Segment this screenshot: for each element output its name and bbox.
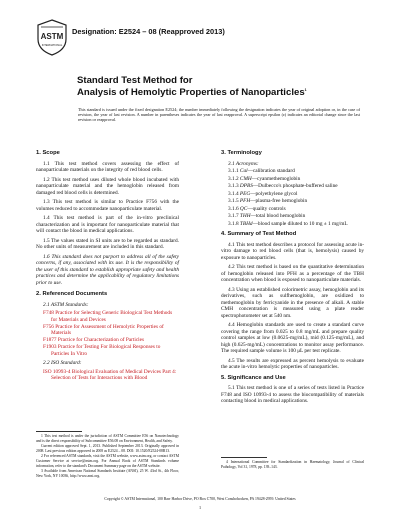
ref-item[interactable]: F1877 Practice for Characterization of Particles xyxy=(43,337,145,343)
paragraph-1-5: 1.5 The values stated in SI units are to be regarded as standard. No other units of measurement are included in this standard. xyxy=(36,237,179,250)
paragraph-4-3: 4.3 Using an established colorimetric assay, hemoglobin and its derivatives, such as sulfhemoglobin, are oxidized to methemoglobin by ferricyanide in the presence of alkali. A stable CMH concentration is measured using a plate reader spectrophotometer set at 540 nm. xyxy=(221,286,364,319)
paragraph-1-4: 1.4 This test method is part of the in-vitro preclinical characterization and is important for nanoparticulate material that will contact the blood in medical applications. xyxy=(36,215,179,234)
page-number: 1 xyxy=(198,505,202,510)
footnotes-left xyxy=(36,434,179,479)
section-refs-heading: 2. Referenced Documents xyxy=(36,291,108,297)
footnote: 4 International Committee for Standardization in Haematology, Journal of Clinical Pathology, Vol 31, 1978, pp. 139–143. xyxy=(221,460,364,469)
iso-standard-subheading: 2.2 ISO Standard: xyxy=(43,360,82,366)
copyright-line: Copyright © ASTM International, 100 Barr Harbor Drive, PO Box C700, West Conshohocken, PA 19428-2959. United States xyxy=(104,497,296,501)
section-terminology-heading: 3. Terminology xyxy=(221,150,262,156)
term-item: 3.1.7 THH—total blood hemoglobin xyxy=(228,213,306,219)
footnotes-right xyxy=(221,460,364,470)
term-item: 3.1.5 PFH—plasma-free hemoglobin xyxy=(228,198,308,204)
paragraph-5-1: 5.1 This test method is one of a series of tests listed in Practice F748 and ISO 10993-4 to assess the biocompatibility of materials contacting blood in medical applications. xyxy=(221,385,364,404)
ref-item-iso[interactable]: ISO 10993-4 Biological Evaluation of Medical Devices Part 4: Selection of Tests for Interactions with Blood xyxy=(43,368,177,381)
section-significance-heading: 5. Significance and Use xyxy=(221,374,286,381)
ref-item[interactable]: F756 Practice for Assessment of Hemolytic Properties of Materials xyxy=(43,323,164,336)
paragraph-4-2: 4.2 This test method is based on the quantitative determination of hemoglobin released into PFH as a percentage of the TBH concentration when blood is exposed to nanoparticulate materials. xyxy=(221,264,364,283)
paragraph-1-6: 1.6 This standard does not purport to address all of the safety concerns, if any, associated with its use. It is the responsibility of the user of this standard to establish appropriate safety and health practices and determine the applicability of regulatory limitations prior to use. xyxy=(36,253,179,286)
section-summary-heading: 4. Summary of Test Method xyxy=(221,231,297,237)
acronyms-subheading: 3.1 Acronyms: xyxy=(228,160,259,167)
ref-item[interactable]: F1903 Practice for Testing For Biological Responses to Particles In Vitro xyxy=(43,344,161,357)
page-title xyxy=(77,75,377,99)
left-column xyxy=(36,150,179,382)
footnote-rule-left xyxy=(36,431,82,432)
paragraph-4-1: 4.1 This test method describes a protocol for assessing acute in-vitro damage to red blood cells (that is, hemolysis) caused by exposure to nanoparticles. xyxy=(221,241,364,261)
paragraph-1-1: 1.1 This test method covers assessing the effect of nanoparticulate materials on the integrity of red blood cells. xyxy=(36,160,179,173)
paragraph-4-5: 4.5 The results are expressed as percent hemolysis to evaluate the acute in-vitro hemolytic properties of nanoparticles. xyxy=(221,357,364,370)
term-item: 3.1.3 DPBS—Dulbecco's phosphate-buffered saline xyxy=(228,183,338,189)
designation: Designation: E2524 – 08 (Reapproved 2013) xyxy=(72,27,225,36)
term-item: 3.1.2 CMH—cyanmethemoglobin xyxy=(228,175,301,182)
paragraph-1-2: 1.2 This test method uses diluted whole blood incubated with nanoparticulate material and the hemoglobin released from damaged red blood cells is determined. xyxy=(36,176,179,196)
title-line-1: Standard Test Method for xyxy=(77,75,193,86)
ref-item[interactable]: F748 Practice for Selecting Generic Biological Test Methods for Materials and Devices xyxy=(43,310,173,323)
term-item: 3.1.4 PEG—polyethylene glycol xyxy=(228,190,298,197)
footnote: Current edition approved Sept. 1, 2013. Published September 2013. Originally approved in 2008. Last previous edition approved in 2008 as E2524 – 08. DOI: 10.1520/E2524-08R13. xyxy=(36,444,179,453)
intro-paragraph: This standard is issued under the fixed designation E2524; the number immediately following the designation indicates the year of original adoption or, in the case of revision, the year of last revision. A number in parentheses indicates the year of last reapproval. A superscript epsilon (ε) indicates an editorial change since the last revision or reapproval. xyxy=(78,107,360,123)
footnote: 2 For referenced ASTM standards, visit the ASTM website, www.astm.org, or contact ASTM Customer Service at service@astm.org. For Annual Book of ASTM Standards volume information, refer to the standard's Document Summary page on the ASTM website. xyxy=(36,454,179,468)
svg-text:INTERNATIONAL: INTERNATIONAL xyxy=(41,44,63,47)
footnote: 1 This test method is under the jurisdiction of ASTM Committee E56 on Nanotechnology and is the direct responsibility of Subcommittee E56.08 on Environment, Health, and Safety. xyxy=(36,434,179,443)
term-item: 3.1.1 Cal—calibration standard xyxy=(228,168,295,174)
term-item: 3.1.6 QC—quality controls xyxy=(228,205,286,212)
footnote-rule-right xyxy=(221,457,267,458)
term-item: 3.1.8 TBHd—blood sample diluted to 10 mg ± 1 mg/mL xyxy=(228,220,348,227)
svg-text:ASTM: ASTM xyxy=(40,32,64,41)
section-scope-heading: 1. Scope xyxy=(36,150,60,156)
footnote: 3 Available from American National Standards Institute (ANSI), 25 W. 43rd St., 4th Floor, New York, NY 10036, http://www.ansi.org. xyxy=(36,469,179,478)
astm-standards-subheading: 2.1 ASTM Standards: xyxy=(43,301,89,308)
title-line-2: Analysis of Hemolytic Properties of Nanoparticles$^1$ xyxy=(77,87,307,98)
astm-logo-icon xyxy=(37,19,67,56)
paragraph-1-3: 1.3 This test method is similar to Practice F756 with the volumes reduced to accommodate nanoparticulate material. xyxy=(36,199,179,212)
paragraph-4-4: 4.4 Hemoglobin standards are used to create a standard curve covering the range from 0.025 to 0.8 mg/mL and prepare quality control samples at low (0.0625-mg/mL), mid (0.125-mg/mL), and high (0.625-mg/mL) concentrations to monitor assay performance. The required sample volume is 100 μL per test replicate. xyxy=(221,322,364,354)
right-column xyxy=(221,150,364,408)
